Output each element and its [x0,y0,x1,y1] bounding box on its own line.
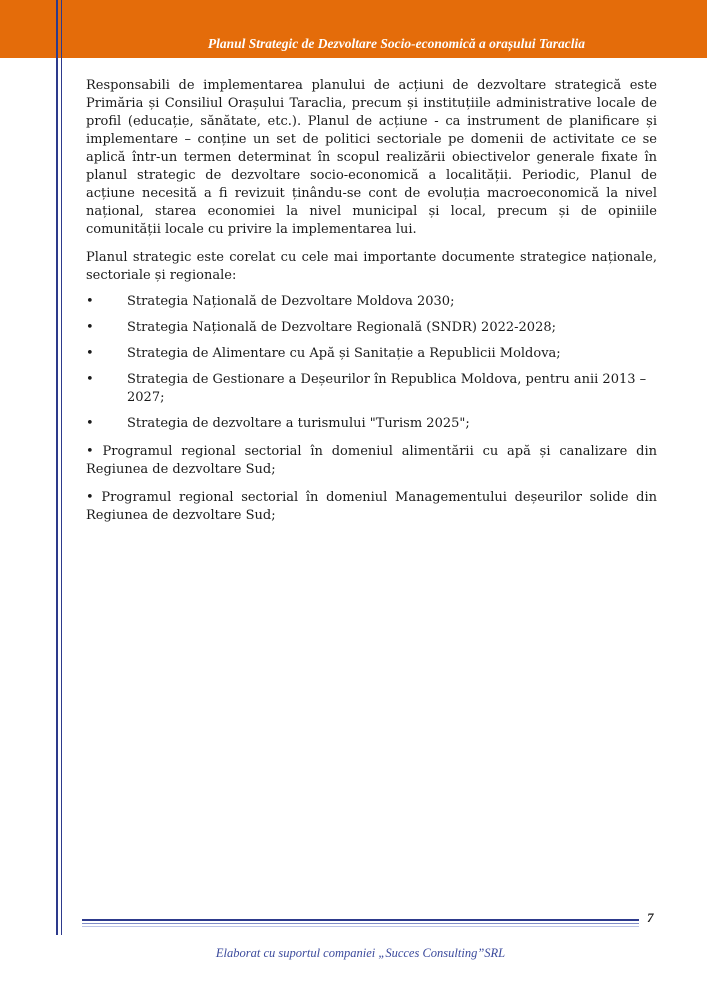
bullet-dot: • [86,294,94,309]
header-title: Planul Strategic de Dezvoltare Socio-economică a orașului Taraclia [207,36,585,51]
footer-rule [82,923,639,924]
list-item [86,371,657,407]
list-item-text: Strategia de Alimentare cu Apă și Sanitație a Republicii Moldova; [127,346,561,361]
bullet-dot: • [86,320,94,335]
header-bar [0,0,707,58]
footer-rule [82,919,639,921]
list-item-text: Strategia de dezvoltare a turismului "Turism 2025"; [127,416,470,431]
bullet-dot: • [86,372,94,387]
list-item-text: Strategia de Gestionare a Deșeurilor în Republica Moldova, pentru anii 2013 – 2027; [127,372,647,405]
program-deseuri-solide: • Programul regional sectorial în domeniul Managementului deșeurilor solide din Regiunea de dezvoltare Sud; [86,490,657,523]
page-content [86,77,657,535]
list-item [86,319,657,337]
paragraph-responsabili: Responsabili de implementarea planului de acțiuni de dezvoltare strategică este Primăria și Consiliul Orașului Taraclia, precum și instituțiile administrative locale de profil (educație, sănătate, etc.). Planul de acțiune - ca instrument de planificare și implementare – conține un set de politici sectoriale pe domenii de activitate ce se aplică într-un termen determinat în scopul realizării obiectivelor generale fixate în planul strategic de dezvoltare socio-economică a localității. Periodic, Planul de acțiune necesită a fi revizuit ținându-se cont de evoluția macroeconomică la nivel național, starea economiei la nivel municipal și local, precum și de opiniile comunității locale cu privire la implementarea lui. [86,78,657,237]
list-item-text: Strategia Națională de Dezvoltare Regională (SNDR) 2022-2028; [127,320,556,335]
bullet-dot: • [86,416,94,431]
margin-line-thin [61,0,62,935]
bullet-dot: • [86,346,94,361]
paragraph-corelat: Planul strategic este corelat cu cele mai importante documente strategice naționale, sectoriale și regionale: [86,250,657,283]
list-item-text: Strategia Națională de Dezvoltare Moldova 2030; [127,294,455,309]
page-number: 7 [647,910,654,925]
footer-rule [82,926,639,927]
margin-line [56,0,58,935]
program-apa-canalizare: • Programul regional sectorial în domeniul alimentării cu apă și canalizare din Regiunea de dezvoltare Sud; [86,444,657,477]
footer-credit: Elaborat cu suportul companiei „Succes Consulting”SRL [215,946,506,960]
list-item [86,415,657,433]
list-item [86,345,657,363]
list-item [86,293,657,311]
